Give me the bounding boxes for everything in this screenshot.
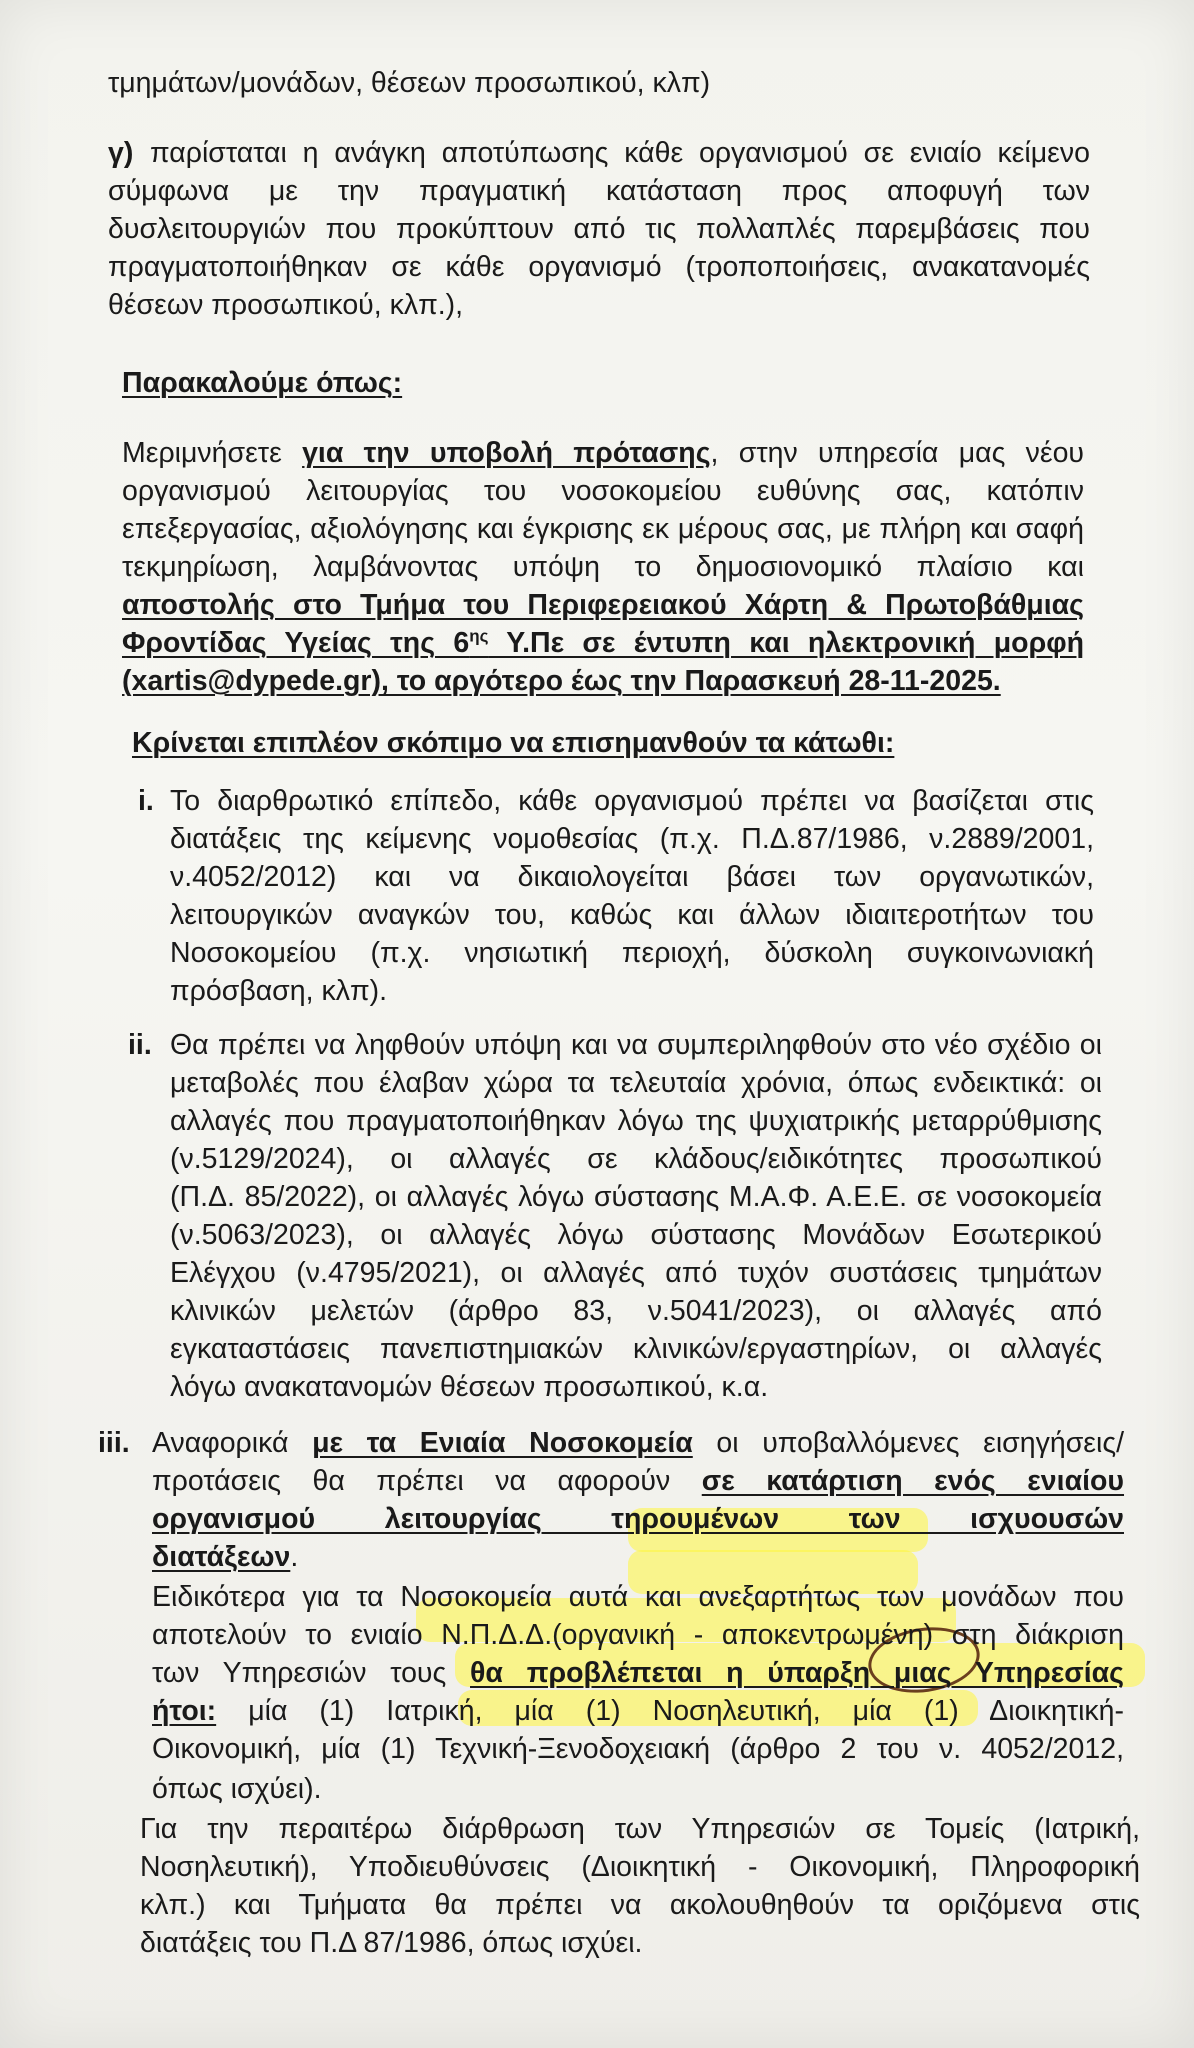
- superscript: ης: [469, 626, 489, 646]
- item-iii-line-8: [152, 1692, 1124, 1730]
- request-paragraph: [122, 434, 1084, 662]
- item-iii-text: .: [290, 1541, 299, 1573]
- item-ii-line: Ελέγχου (ν.4795/2021), οι αλλαγές από τυχόν συστάσεις τμημάτων: [170, 1257, 1102, 1289]
- request-line: οργανισμού λειτουργίας του νοσοκομείου ευθύνης σας, κατόπιν: [122, 475, 1084, 507]
- intro-line: [108, 64, 808, 102]
- item-iii-line: Για την περαιτέρω διάρθρωση των Υπηρεσιών σε Τομείς (Ιατρική,: [140, 1813, 1140, 1845]
- item-ii: [170, 1026, 1102, 1368]
- item-iii-line: Ειδικότερα για τα Νοσοκομεία αυτά και ανεξαρτήτως των μονάδων που: [152, 1581, 1124, 1613]
- item-ii-line: (ν.5129/2024), οι αλλαγές σε κλάδους/ειδικότητες προσωπικού: [170, 1143, 1102, 1175]
- request-line-bold: αποστολής στο Τμήμα του Περιφερειακού Χάρτη & Πρωτοβάθμιας: [122, 589, 1084, 621]
- item-iii-marker: iii.: [98, 1427, 130, 1459]
- item-iii-text: οι υποβαλλόμενες εισηγήσεις/: [716, 1427, 1124, 1459]
- item-iii-emphasis: ήτοι:: [152, 1695, 217, 1727]
- request-line-6: [122, 624, 1084, 662]
- request-l6-text: Φροντίδας Υγείας της 6: [122, 627, 470, 659]
- item-i-line: πρόσβαση, κλπ).: [170, 975, 388, 1007]
- item-iii-line-3: οργανισμού λειτουργίας τηρουμένων των ισχυουσών: [152, 1503, 1124, 1535]
- item-iii-tail: [140, 1810, 1140, 1924]
- item-i-line: Νοσοκομείου (π.χ. νησιωτική περιοχή, δύσκολη συγκοινωνιακή: [170, 937, 1094, 969]
- para-g-line: δυσλειτουργιών που προκύπτουν από τις πολλαπλές παρεμβάσεις που: [108, 213, 1090, 245]
- request-line: επεξεργασίας, αξιολόγησης και έγκρισης εκ μέρους σας, με πλήρη και σαφή: [122, 513, 1084, 545]
- para-g-line: παρίσταται η ανάγκη αποτύπωσης κάθε οργανισμού σε ενιαίο κείμενο: [150, 137, 1090, 169]
- item-iii-l4: [152, 1538, 298, 1576]
- request-line: τεκμηρίωση, λαμβάνοντας υπόψη το δημοσιονομικό πλαίσιο και: [122, 551, 1084, 583]
- para-g-line: σύμφωνα με την πραγματική κατάσταση προς αποφυγή των: [108, 175, 1090, 207]
- item-iii-last: [140, 1924, 642, 1962]
- request-emphasis: για την υποβολή πρότασης: [302, 437, 711, 469]
- request-l6-rest: Υ.Πε σε έντυπη και ηλεκτρονική μορφή: [488, 627, 1084, 659]
- item-ii-line: λόγω ανακατανομών θέσεων προσωπικού, κ.α.: [170, 1371, 769, 1403]
- item-ii-line: αλλαγές που πραγματοποιήθηκαν λόγω της ψυχιατρικής μεταρρύθμισης: [170, 1105, 1102, 1137]
- item-iii-line: όπως ισχύει).: [152, 1773, 322, 1805]
- item-iii-body: [152, 1578, 1124, 1768]
- item-ii-line: κλινικών μελετών (άρθρο 83, ν.5041/2023), οι αλλαγές από: [170, 1295, 1102, 1327]
- item-i-line: λειτουργικών αναγκών του, καθώς και άλλων ιδιαιτεροτήτων του: [170, 899, 1094, 931]
- item-ii-line: μεταβολές που έλαβαν χώρα τα τελευταία χρόνια, όπως ενδεικτικά: οι: [170, 1067, 1102, 1099]
- item-i-line: διατάξεις της κείμενης νομοθεσίας (π.χ. Π.Δ.87/1986, ν.2889/2001,: [170, 823, 1094, 855]
- item-iii: [152, 1424, 1124, 1538]
- item-iii-line: κλπ.) και Τμήματα θα πρέπει να ακολουθηθούν τα οριζόμενα στις: [140, 1889, 1140, 1921]
- item-ii-last: [170, 1368, 768, 1406]
- item-iii-text: μία (1) Ιατρική, μία (1) Νοσηλευτική, μία (1) Διοικητική-: [248, 1695, 1125, 1727]
- item-iii-emphasis: σε κατάρτιση ενός ενιαίου: [701, 1465, 1125, 1497]
- item-iii-emphasis: με τα Ενιαία Νοσοκομεία: [312, 1427, 693, 1459]
- item-ii-line: (ν.5063/2023), οι αλλαγές λόγω σύστασης Μονάδων Εσωτερικού: [170, 1219, 1102, 1251]
- request-verb: Μεριμνήσετε: [122, 437, 282, 469]
- item-iii-line: διατάξεις του Π.Δ 87/1986, όπως ισχύει.: [140, 1927, 643, 1959]
- para-g-last: [108, 286, 1090, 324]
- intro-text: τμημάτων/μονάδων, θέσεων προσωπικού, κλπ): [108, 67, 711, 99]
- request-heading: Παρακαλούμε όπως:: [122, 367, 403, 399]
- item-iii-line: αποτελούν το ενιαίο Ν.Π.Δ.Δ.(οργανική - αποκεντρωμένη) στη διάκριση: [152, 1619, 1124, 1651]
- para-g-line: πραγματοποιήθηκαν σε κάθε οργανισμό (τροποποιήσεις, ανακατανομές: [108, 251, 1090, 283]
- item-iii-line-10: [152, 1770, 322, 1808]
- item-iii-line-1: [152, 1424, 1124, 1462]
- request-continuation: , στην υπηρεσία μας νέου: [710, 437, 1085, 469]
- request-line-bold: (xartis@dypede.gr), το αργότερο έως την Παρασκευή 28-11-2025.: [122, 665, 1001, 697]
- request-deadline: [122, 662, 1084, 700]
- para-g-body: [108, 172, 1090, 286]
- item-iii-line-4: [152, 1538, 298, 1576]
- request-line-1: [122, 434, 1084, 472]
- item-iii-line-7: [152, 1654, 1124, 1692]
- item-iii-emphasis: διατάξεων: [152, 1541, 291, 1573]
- para-g: [150, 134, 1090, 172]
- para-g-line: θέσεων προσωπικού, κλπ.),: [108, 289, 464, 321]
- item-iii-text: των Υπηρεσιών τους: [152, 1657, 447, 1689]
- item-i-last: [170, 972, 387, 1010]
- notes-heading: Κρίνεται επιπλέον σκόπιμο να επισημανθούν τα κάτωθι:: [132, 727, 895, 759]
- item-iii-text: Αναφορικά: [152, 1427, 289, 1459]
- item-iii-emphasis: θα προβλέπεται η ύπαρξη μιας Υπηρεσίας: [470, 1657, 1124, 1689]
- item-ii-marker: ii.: [128, 1029, 152, 1061]
- item-iii-line: Οικονομική, μία (1) Τεχνική-Ξενοδοχειακή (άρθρο 2 του ν. 4052/2012,: [152, 1733, 1124, 1765]
- item-ii-line: (Π.Δ. 85/2022), οι αλλαγές λόγω σύστασης Μ.Α.Φ. Α.Ε.Ε. σε νοσοκομεία: [170, 1181, 1102, 1213]
- item-i-line: Το διαρθρωτικό επίπεδο, κάθε οργανισμού πρέπει να βασίζεται στις: [170, 785, 1094, 817]
- item-i: [170, 782, 1094, 972]
- item-iii-line-2: [152, 1462, 1124, 1500]
- para-g-marker: γ): [108, 137, 134, 169]
- item-iii-line: Νοσηλευτική), Υποδιευθύνσεις (Διοικητική - Οικονομική, Πληροφορική: [140, 1851, 1140, 1883]
- item-ii-line: εγκαταστάσεις πανεπιστημιακών κλινικών/εργαστηρίων, οι αλλαγές: [170, 1333, 1102, 1365]
- item-iii-text: προτάσεις θα πρέπει να αφορούν: [152, 1465, 671, 1497]
- item-i-line: ν.4052/2012) και να δικαιολογείται βάσει των οργανωτικών,: [170, 861, 1094, 893]
- item-ii-line: Θα πρέπει να ληφθούν υπόψη και να συμπεριληφθούν στο νέο σχέδιο οι: [170, 1029, 1102, 1061]
- item-i-marker: i.: [138, 785, 154, 817]
